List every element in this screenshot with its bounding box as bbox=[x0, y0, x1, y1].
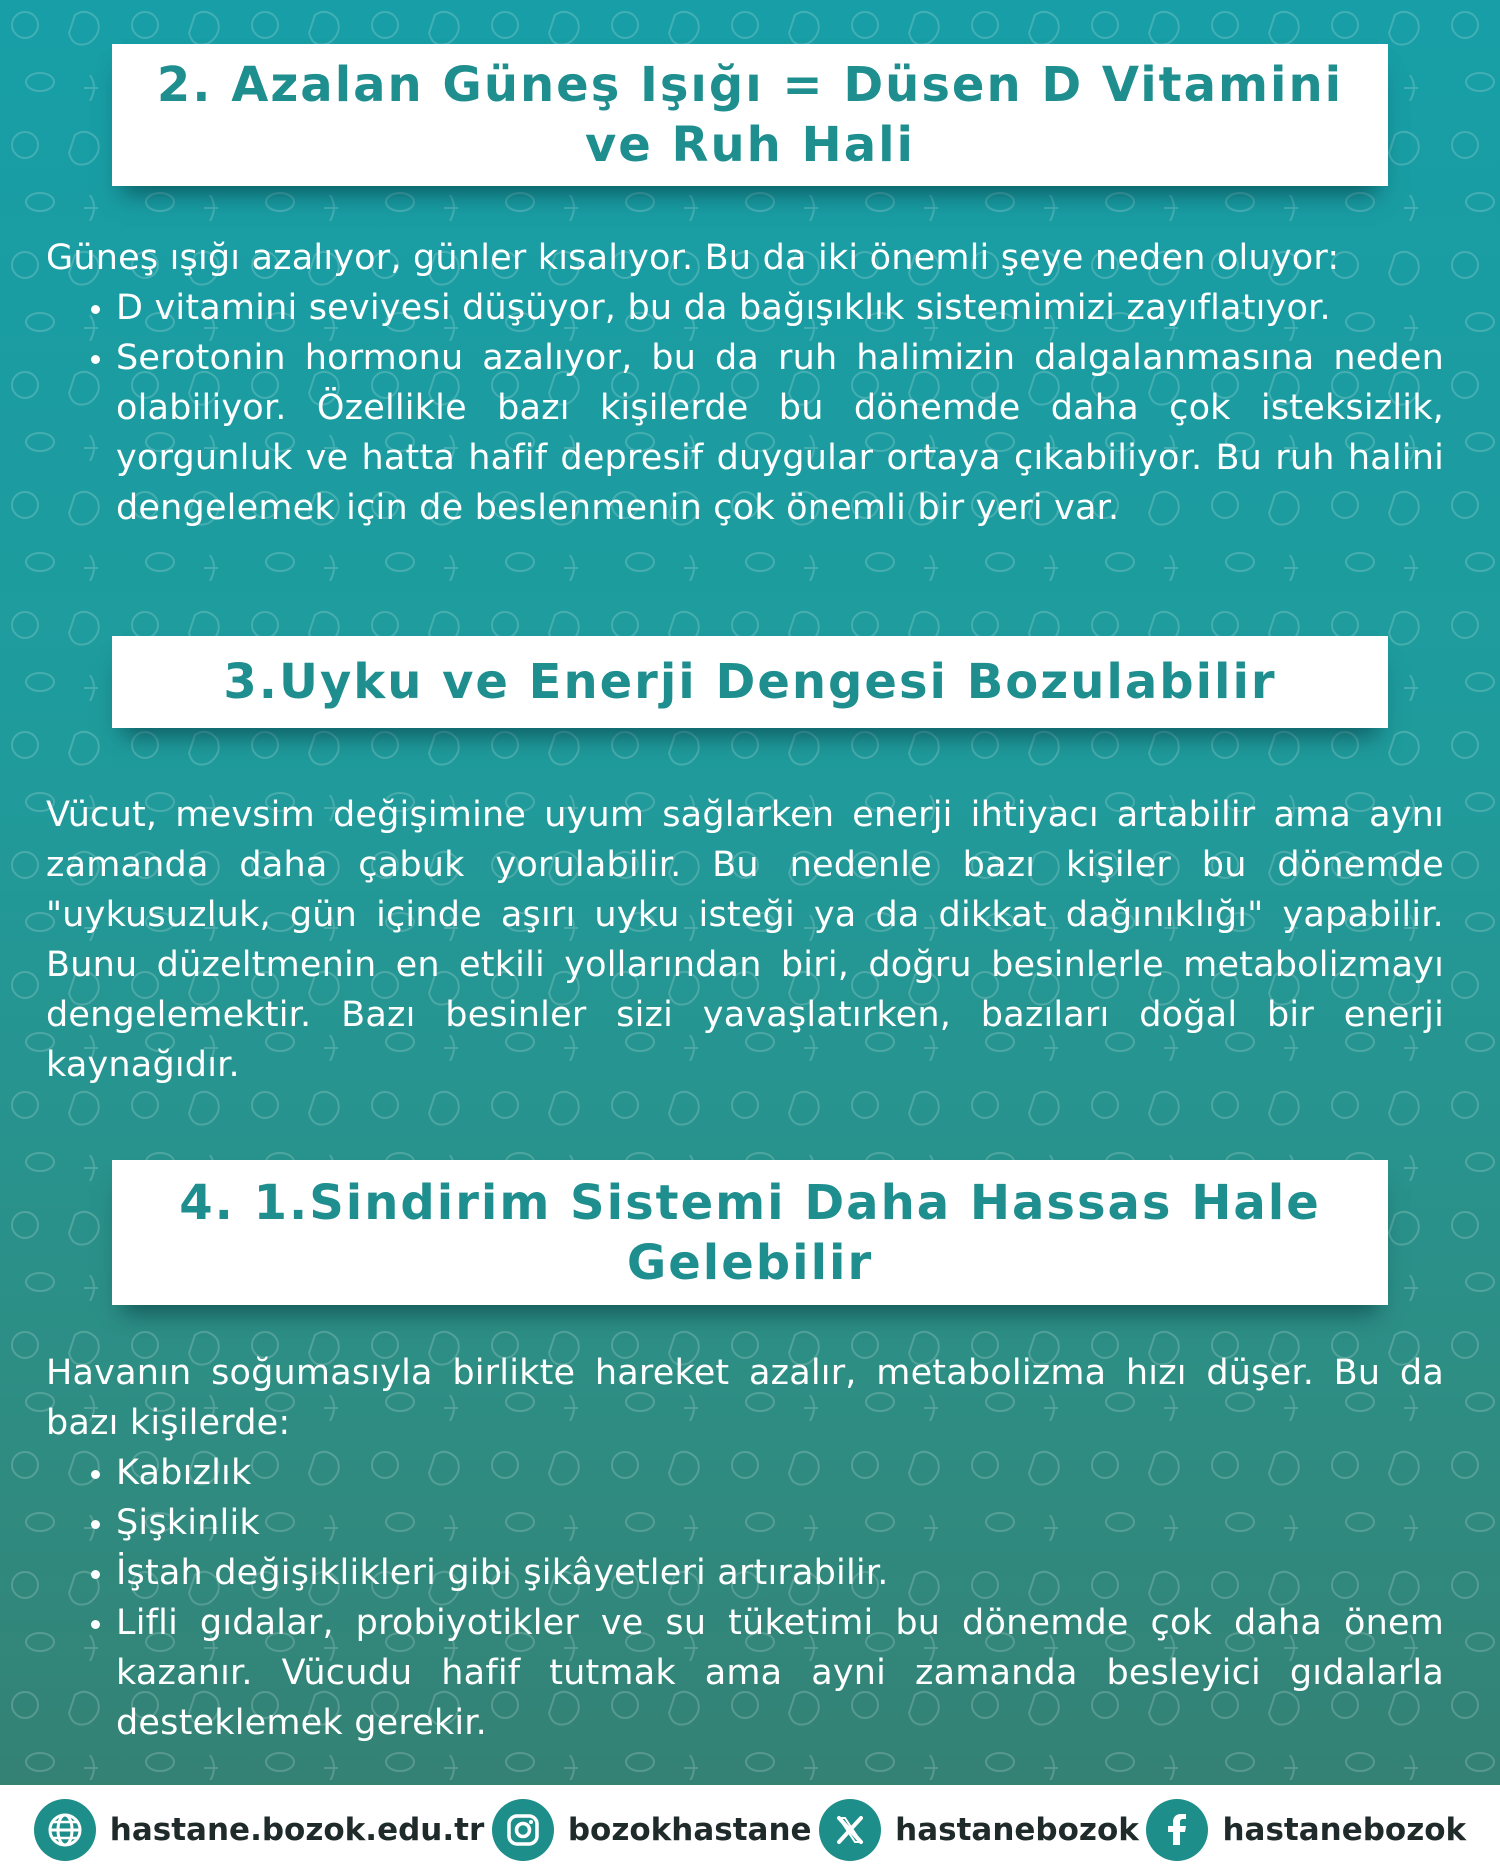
x-icon bbox=[819, 1799, 881, 1861]
section-2-list bbox=[46, 283, 1444, 533]
list-item: • Kabızlık bbox=[116, 1448, 1444, 1498]
globe-icon bbox=[34, 1799, 96, 1861]
section-4-list bbox=[46, 1448, 1444, 1748]
instagram-icon bbox=[492, 1799, 554, 1861]
section-2-body bbox=[46, 233, 1444, 533]
instagram-link[interactable] bbox=[492, 1799, 812, 1861]
x-link[interactable] bbox=[819, 1799, 1139, 1861]
section-2-intro: Güneş ışığı azalıyor, günler kısalıyor. Bu da iki önemli şeye neden oluyor: bbox=[46, 238, 1340, 278]
section-3-body bbox=[46, 790, 1444, 1090]
facebook-label: hastanebozok bbox=[1222, 1812, 1467, 1848]
list-item: • D vitamini seviyesi düşüyor, bu da bağışıklık sistemimizi zayıflatıyor. bbox=[116, 283, 1444, 333]
facebook-icon bbox=[1146, 1799, 1208, 1861]
section-4-title: 4. 1.Sindirim Sistemi Daha Hassas Hale Gelebilir bbox=[112, 1160, 1388, 1305]
website-label: hastane.bozok.edu.tr bbox=[109, 1812, 485, 1848]
section-2-title: 2. Azalan Güneş Işığı = Düsen D Vitamini ve Ruh Hali bbox=[112, 44, 1388, 186]
section-4-body bbox=[46, 1348, 1444, 1748]
website-link[interactable] bbox=[34, 1799, 484, 1861]
list-item: • Şişkinlik bbox=[116, 1498, 1444, 1548]
section-3-paragraph: Vücut, mevsim değişimine uyum sağlarken enerji ihtiyacı artabilir ama aynı zamanda daha çabuk yorulabilir. Bu nedenle bazı kişiler bu dönemde "uykusuzluk, gün içinde aşırı uyku isteği ya da dikkat dağınıklığı" yapabilir. Bunu düzeltmenin en etkili yollarından biri, doğru besinlerle metabolizmayı dengelemektir. Bazı besinler sizi yavaşlatırken, bazıları doğal bir enerji kaynağıdır. bbox=[46, 795, 1444, 1085]
footer-bar bbox=[0, 1785, 1500, 1875]
instagram-label: bozokhastane bbox=[567, 1812, 812, 1848]
facebook-link[interactable] bbox=[1146, 1799, 1466, 1861]
section-3-title: 3.Uyku ve Enerji Dengesi Bozulabilir bbox=[112, 636, 1388, 728]
x-label: hastanebozok bbox=[895, 1812, 1139, 1848]
list-item: • Serotonin hormonu azalıyor, bu da ruh halimizin dalgalanmasına neden olabiliyor. Özellikle bazı kişilerde bu dönemde daha çok isteksizlik, yorgunluk ve hatta hafif depresif duygular ortaya çıkabiliyor. Bu ruh halini dengelemek için de beslenmenin çok önemli bir yeri var. bbox=[116, 333, 1444, 533]
section-4-intro: Havanın soğumasıyla birlikte hareket azalır, metabolizma hızı düşer. Bu da bazı kişilerde: bbox=[46, 1353, 1444, 1443]
list-item: • İştah değişiklikleri gibi şikâyetleri artırabilir. bbox=[116, 1548, 1444, 1598]
list-item: • Lifli gıdalar, probiyotikler ve su tüketimi bu dönemde çok daha önem kazanır. Vücudu hafif tutmak ama ayni zamanda besleyici gıdalarla desteklemek gerekir. bbox=[116, 1598, 1444, 1748]
